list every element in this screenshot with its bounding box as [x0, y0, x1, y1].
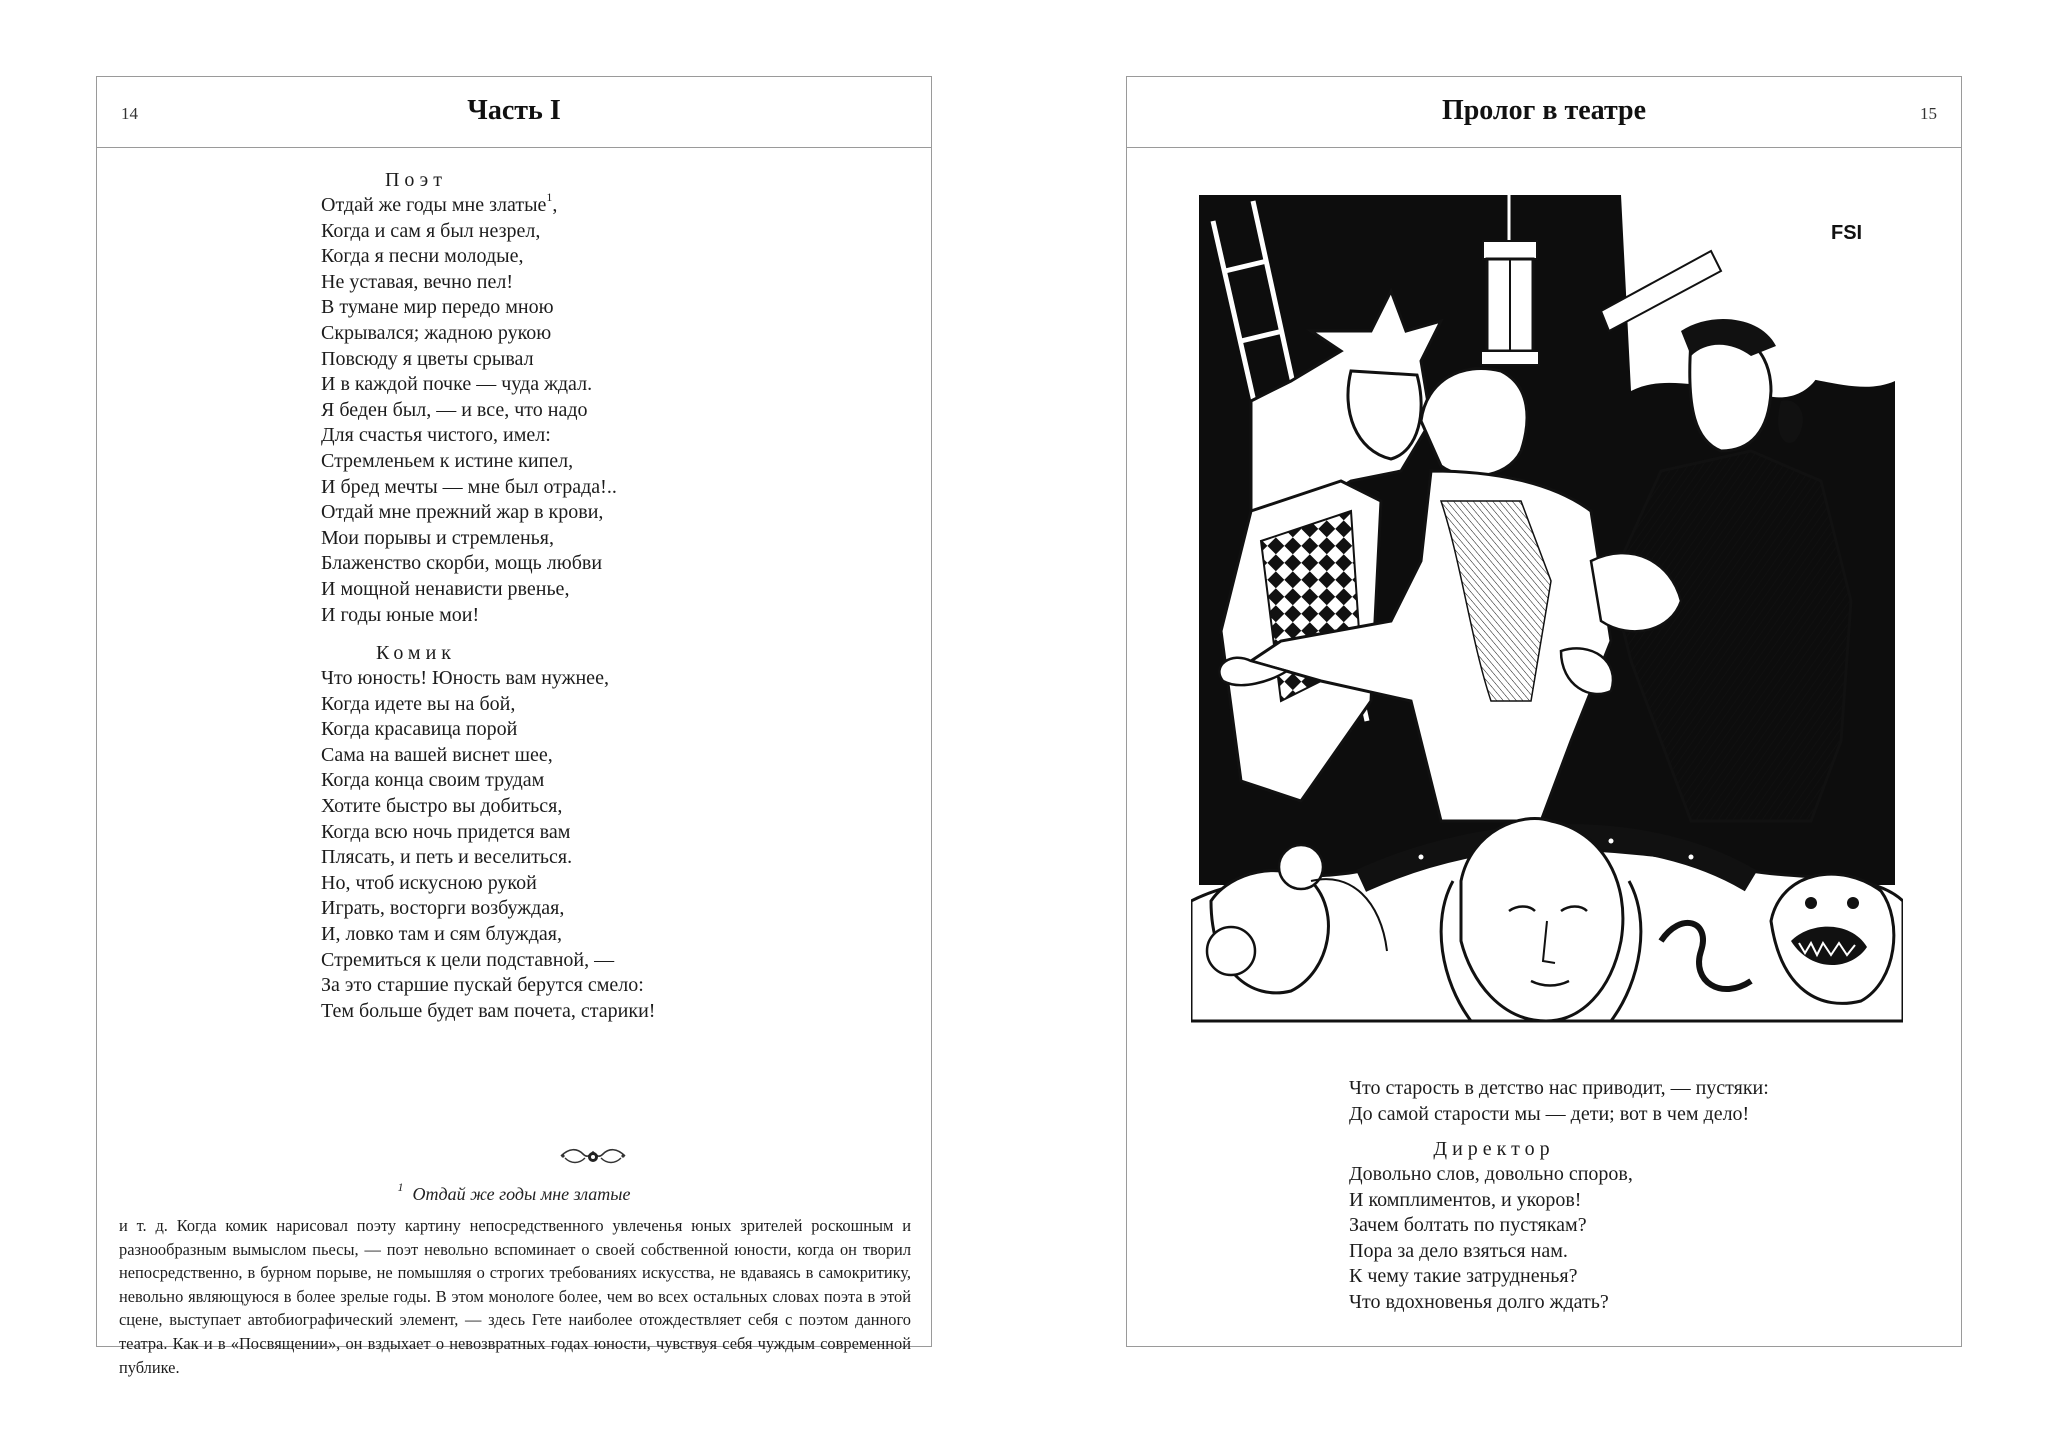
verse-line: Тем больше будет вам почета, старики! [321, 999, 656, 1022]
footnote-text: и т. д. Когда комик нарисовал поэту картину непосредственного увлеченья юных зрителей роскошным и разнообразным вымыслом пьесы, — поэт невольно вспоминает о своей собственной юности, когда он творил непосредственно, в бурном порыве, не помышляя о строгих требованиях искусства, не вдаваясь в самокритику, невольно являющуюся в более зрелые годы. В этом монологе более, чем во всех остальных словах поэта в этой сцене, выступает автобиографический элемент, — здесь Гете наиболее отождествляет себя с поэтом данного театра. Как и в «Посвящении», он вздыхает о невозвратных годах юности, чувствуя себя чуждым современной публике. [119, 1216, 911, 1377]
verse-line: Довольно слов, довольно споров, [1349, 1163, 1633, 1185]
verse-line: Отдай мне прежний жар в крови, [321, 501, 604, 524]
verse-line: Отдай же годы мне златые$^1$, [321, 190, 558, 216]
verse-line: И в каждой почке — чуда ждал. [321, 373, 593, 396]
verse-line: Я беден был, — и все, что надо [321, 398, 588, 421]
verse-line: И мощной ненависти рвенье, [321, 577, 570, 600]
verse-line: Стремленьем к истине кипел, [321, 449, 574, 472]
verse-block-comic [321, 640, 821, 1024]
footnote-mark: 1 [546, 190, 553, 205]
speaker-name: Поэт [384, 169, 447, 191]
verse-line: К чему такие затрудненья? [1349, 1265, 1578, 1288]
verse-line: Зачем болтать по пустякам? [1349, 1214, 1587, 1237]
left-page-header [97, 77, 931, 148]
verse-line: Когда я песни молодые, [321, 245, 524, 268]
verse-line: Для счастья чистого, имел: [321, 424, 551, 447]
verse-line: В тумане мир передо мною [321, 296, 554, 319]
verse-line: Скрывался; жадною рукою [321, 321, 552, 344]
verse-line: И годы юные мои! [321, 603, 480, 626]
verse-line: До самой старости мы — дети; вот в чем дело! [1349, 1102, 1750, 1125]
verse-line: Сама на вашей виснет шее, [321, 743, 553, 766]
verse-line: Когда красавица порой [321, 718, 518, 741]
verse-line: Что юность! Юность вам нужнее, [321, 667, 609, 689]
verse-line: Повсюду я цветы срывал [321, 347, 534, 370]
verse-line: Когда конца своим трудам [321, 769, 545, 792]
ornament-icon [559, 1144, 627, 1168]
verse-line: Но, чтоб искусною рукой [321, 871, 537, 894]
verse-line: И бред мечты — мне был отрада!.. [321, 475, 617, 498]
page-number: 15 [1920, 104, 1937, 123]
speaker-name: Директор [1433, 1138, 1555, 1160]
verse-line: Что старость в детство нас приводит, — пустяки: [1349, 1077, 1769, 1099]
verse-line: За это старшие пускай берутся смело: [321, 974, 644, 997]
verse-line: Стремиться к цели подставной, — [321, 948, 615, 971]
verse-block-poet [321, 167, 821, 628]
verse-line: Блаженство скорби, мощь любви [321, 552, 603, 575]
verse-line: Пора за дело взяться нам. [1349, 1239, 1568, 1262]
footnote-title: $^1$ Отдай же годы мне златые [397, 1180, 631, 1204]
verse-line: Когда и сам я был незрел, [321, 219, 541, 242]
footnote-mark: 1 [397, 1180, 404, 1194]
verse-line: И, ловко там и сям блуждая, [321, 922, 562, 945]
running-head: Пролог в театре [1441, 95, 1647, 126]
theater-illustration [1191, 181, 1903, 1039]
right-page [1126, 76, 1962, 1347]
continuation-verse [1349, 1076, 1949, 1127]
verse-line: И комплиментов, и укоров! [1349, 1188, 1582, 1211]
speaker-name: Комик [375, 642, 457, 664]
running-head: Часть I [467, 95, 561, 126]
verse-line: Плясать, и петь и веселиться. [321, 846, 573, 869]
verse-line: Что вдохновенья долго ждать? [1349, 1290, 1609, 1313]
page-number: 14 [121, 104, 138, 123]
left-page [96, 76, 932, 1377]
verse-line: Мои порывы и стремленья, [321, 526, 554, 549]
verse-line: Играть, восторги возбуждая, [321, 897, 565, 920]
verse-line: Не уставая, вечно пел! [321, 270, 514, 293]
verse-line: Хотите быстро вы добиться, [321, 794, 563, 817]
illustration-monogram: FSI [1831, 222, 1863, 244]
verse-block-director [1349, 1136, 1949, 1316]
verse-line: Когда идете вы на бой, [321, 692, 516, 715]
verse-line: Когда всю ночь придется вам [321, 820, 571, 843]
right-page-header [1127, 77, 1961, 148]
